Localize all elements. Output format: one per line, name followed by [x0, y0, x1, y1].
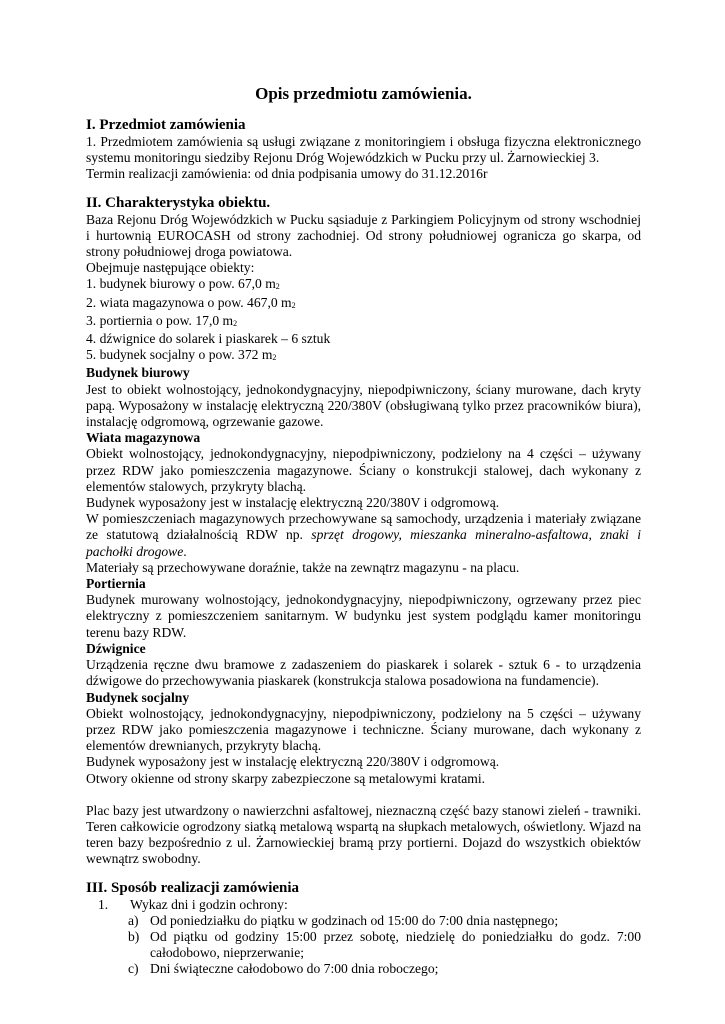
plac-text: Plac bazy jest utwardzony o nawierzchni asfaltowej, nieznaczną część bazy stanowi zieleń - trawniki. Teren całkowicie ogrodzony siatką metalową wspartą na słupkach metalowych, oświetlony. Wjazd na teren bazy bezpośrednio z ul. Żarnowieckiej bramą przy portierni. Dojazd do wszystkich obiektów wewnątrz swobodny. [86, 802, 641, 867]
wiata-text-2: Budynek wyposażony jest w instalację elektryczną 220/380V i odgromową. [86, 495, 500, 511]
objects-list [86, 276, 641, 365]
list-item: a) Od poniedziałku do piątku w godzinach od 15:00 do 7:00 dnia następnego; [128, 912, 559, 928]
wiata-text-1: Obiekt wolnostojący, jednokondygnacyjny, niepodpiwniczony, podzielony na 4 części – używany przez RDW jako pomieszczenia magazynowe. Ściany o konstrukcji stalowej, dach wykonany z elementów stalowych, przykryty blachą. [86, 446, 641, 494]
list-item: b) Od piątku od godziny 15:00 przez sobotę, niedzielę do poniedziałku do godz. 7:00 całodobowo, nieprzerwanie; [128, 928, 641, 961]
socjalny-text-2: Budynek wyposażony jest w instalację elektryczną 220/380V i odgromową. [86, 754, 500, 770]
biurowy-text: Jest to obiekt wolnostojący, jednokondygnacyjny, niepodpiwniczony, ściany murowane, dach kryty papą. Wyposażony w instalację elektryczną 220/380V (obsługiwaną tylko przez pracowników biura), instalację odgromową, ogrzewanie gazowe. [86, 381, 641, 430]
list-item: 5. budynek socjalny o pow. 372 $m_2$ [86, 347, 277, 363]
wiata-text-4: Materiały są przechowywane doraźnie, także na zewnątrz magazynu - na placu. [86, 559, 520, 575]
biurowy-heading: Budynek biurowy [86, 365, 190, 381]
section-1-heading: I. Przedmiot zamówienia [86, 117, 246, 133]
list-item: 1. Wykaz dni i godzin ochrony: [98, 896, 288, 912]
section-1-term: Termin realizacji zamówienia: od dnia podpisania umowy do 31.12.2016r [86, 166, 488, 182]
wiata-text-3: W pomieszczeniach magazynowych przechowywane są samochody, urządzenia i materiały związane ze statutową działalnością RDW np. sprzęt drogowy, mieszanka mineralno-asfaltowa, znaki i pachołki drogowe. [86, 511, 641, 559]
document-title: Opis przedmiotu zamówienia. [255, 84, 472, 103]
socjalny-text-1: Obiekt wolnostojący, jednokondygnacyjny, niepodpiwniczony, podzielony na 5 części – używany przez RDW jako pomieszczenia magazynowe i techniczne. Ściany murowane, dach wykonany z elementów drewnianych, przykryty blachą. [86, 705, 641, 754]
dzwignice-heading: Dźwignice [86, 640, 146, 656]
list-item: 4. dźwignice do solarek i piaskarek – 6 sztuk [86, 331, 331, 347]
wiata-heading: Wiata magazynowa [86, 430, 201, 446]
document-page [86, 84, 641, 978]
section-2-intro: Baza Rejonu Dróg Wojewódzkich w Pucku sąsiaduje z Parkingiem Policyjnym od strony wschodniej i hurtownią EUROCASH od strony zachodniej. Od strony południowej ogranicza go skarpa, od strony południowej droga powiatowa. [86, 211, 641, 260]
portiernia-text: Budynek murowany wolnostojący, jednokondygnacyjny, niepodpiwniczony, ogrzewany przez piec elektryczny z pomieszczeniem sanitarnym. W budynku jest system podglądu kamer monitoringu terenu bazy RDW. [86, 592, 641, 640]
section-1-paragraph: 1. Przedmiotem zamówienia są usługi związane z monitoringiem i obsługa fizyczna elektronicznego systemu monitoringu siedziby Rejonu Dróg Wojewódzkich w Pucku przy ul. Żarnowieckiej 3. [86, 134, 641, 166]
socjalny-text-3: Otwory okienne od strony skarpy zabezpieczone są metalowymi kratami. [86, 770, 485, 786]
list-item: c) Dni świąteczne całodobowo do 7:00 dnia roboczego; [128, 961, 439, 977]
socjalny-heading: Budynek socjalny [86, 689, 190, 705]
list-item: 1. budynek biurowy o pow. 67,0 $m_2$ [86, 276, 280, 292]
dzwignice-text: Urządzenia ręczne dwu bramowe z zadaszeniem do piaskarek i solarek - sztuk 6 - to urządzenia dźwigowe do przechowywania piaskarek (konstrukcja stalowa posadowiona na fundamencie). [86, 657, 641, 689]
section-2-heading: II. Charakterystyka obiektu. [86, 194, 271, 211]
portiernia-heading: Portiernia [86, 576, 146, 592]
objects-list-intro: Obejmuje następujące obiekty: [86, 260, 255, 276]
section-3-heading: III. Sposób realizacji zamówienia [86, 879, 300, 896]
list-item: 3. portiernia o pow. 17,0 $m_2$ [86, 312, 238, 328]
list-item: 2. wiata magazynowa o pow. 467,0 $m_2$ [86, 294, 296, 310]
schedule-list [86, 897, 641, 978]
